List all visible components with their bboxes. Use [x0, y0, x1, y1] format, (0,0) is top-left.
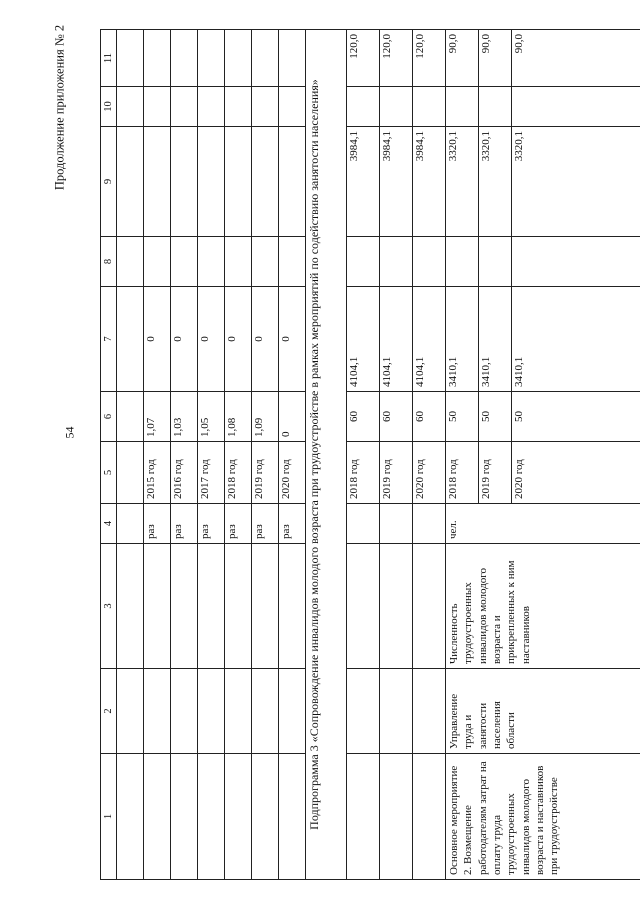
- year-cell: 2018 год: [225, 442, 252, 504]
- value-cell: 0: [279, 392, 306, 442]
- col-header: 11: [101, 30, 117, 87]
- column-numbers-row: [101, 30, 117, 880]
- value-cell: 3410,1: [479, 287, 512, 392]
- value-cell: 60: [347, 392, 380, 442]
- value-cell: 90,0: [512, 30, 640, 87]
- value-cell: 0: [144, 287, 171, 392]
- table-row: [380, 30, 413, 880]
- unit-cell: [117, 504, 144, 544]
- col-header: 2: [101, 669, 117, 754]
- measure-name: Основное мероприятие 2. Возмещение работодателям затрат на оплату труда трудоустроенных инвалидов молодого возраста и наставников при трудоустройстве: [446, 754, 640, 880]
- measure-unit: чел.: [446, 504, 640, 544]
- value-cell: 1,08: [225, 392, 252, 442]
- value-cell: 50: [479, 392, 512, 442]
- value-cell: 0: [198, 287, 225, 392]
- appendix-title: Продолжение приложения № 2: [52, 24, 67, 191]
- value-cell: 1,07: [144, 392, 171, 442]
- table-row: [279, 30, 306, 880]
- value-cell: 90,0: [479, 30, 512, 87]
- value-cell: 3320,1: [446, 127, 479, 237]
- unit-cell: раз: [225, 504, 252, 544]
- value-cell: 0: [252, 287, 279, 392]
- value-cell: 50: [512, 392, 640, 442]
- unit-cell: раз: [198, 504, 225, 544]
- year-cell: 2015 год: [144, 442, 171, 504]
- value-cell: 3410,1: [512, 287, 640, 392]
- value-cell: 0: [225, 287, 252, 392]
- unit-cell: раз: [171, 504, 198, 544]
- value-cell: 50: [446, 392, 479, 442]
- value-cell: 3984,1: [380, 127, 413, 237]
- value-cell: 4104,1: [413, 287, 446, 392]
- value-cell: 3984,1: [413, 127, 446, 237]
- table-row: [117, 30, 144, 880]
- value-cell: 60: [413, 392, 446, 442]
- value-cell: 4104,1: [347, 287, 380, 392]
- year-cell: 2018 год: [347, 442, 380, 504]
- value-cell: 1,05: [198, 392, 225, 442]
- value-cell: 0: [171, 287, 198, 392]
- value-cell: 120,0: [413, 30, 446, 87]
- unit-cell: раз: [252, 504, 279, 544]
- subprogram-title: Подпрограмма 3 «Сопровождение инвалидов молодого возраста при трудоустройстве в рамках мероприятий по содействию занятости населения»: [306, 30, 347, 880]
- table-row: [225, 30, 252, 880]
- col-header: 4: [101, 504, 117, 544]
- measure-indicator: Численность трудоустроенных инвалидов молодого возраста и прикрепленных к ним наставников: [446, 544, 640, 669]
- col-header: 10: [101, 87, 117, 127]
- program-table: [100, 29, 640, 880]
- year-cell: 2016 год: [171, 442, 198, 504]
- year-cell: [117, 442, 144, 504]
- unit-cell: раз: [144, 504, 171, 544]
- year-cell: 2020 год: [279, 442, 306, 504]
- year-cell: 2018 год: [446, 442, 479, 504]
- value-cell: 3320,1: [512, 127, 640, 237]
- subprogram-row: [306, 30, 347, 880]
- table-row: [144, 30, 171, 880]
- value-cell: 60: [380, 392, 413, 442]
- col-header: 9: [101, 127, 117, 237]
- table-row: [446, 30, 479, 880]
- year-cell: 2019 год: [479, 442, 512, 504]
- col-header: 5: [101, 442, 117, 504]
- table-row: [252, 30, 279, 880]
- col-header: 1: [101, 754, 117, 880]
- value-cell: 90,0: [446, 30, 479, 87]
- value-cell: 3410,1: [446, 287, 479, 392]
- year-cell: 2020 год: [413, 442, 446, 504]
- value-cell: 4104,1: [380, 287, 413, 392]
- unit-cell: раз: [279, 504, 306, 544]
- value-cell: [117, 392, 144, 442]
- value-cell: 0: [279, 287, 306, 392]
- value-cell: [117, 287, 144, 392]
- page-number: 54: [62, 426, 77, 439]
- value-cell: 3320,1: [479, 127, 512, 237]
- rotated-table-wrapper: [100, 30, 580, 880]
- col-header: 8: [101, 237, 117, 287]
- value-cell: 1,09: [252, 392, 279, 442]
- table-row: [198, 30, 225, 880]
- table-row: [413, 30, 446, 880]
- col-header: 7: [101, 287, 117, 392]
- year-cell: 2019 год: [252, 442, 279, 504]
- value-cell: 120,0: [380, 30, 413, 87]
- year-cell: 2017 год: [198, 442, 225, 504]
- measure-executor: Управление труда и занятости населения области: [446, 669, 640, 754]
- col-header: 3: [101, 544, 117, 669]
- value-cell: 120,0: [347, 30, 380, 87]
- table-row: [347, 30, 380, 880]
- value-cell: 1,03: [171, 392, 198, 442]
- table-row: [171, 30, 198, 880]
- value-cell: 3984,1: [347, 127, 380, 237]
- year-cell: 2019 год: [380, 442, 413, 504]
- year-cell: 2020 год: [512, 442, 640, 504]
- col-header: 6: [101, 392, 117, 442]
